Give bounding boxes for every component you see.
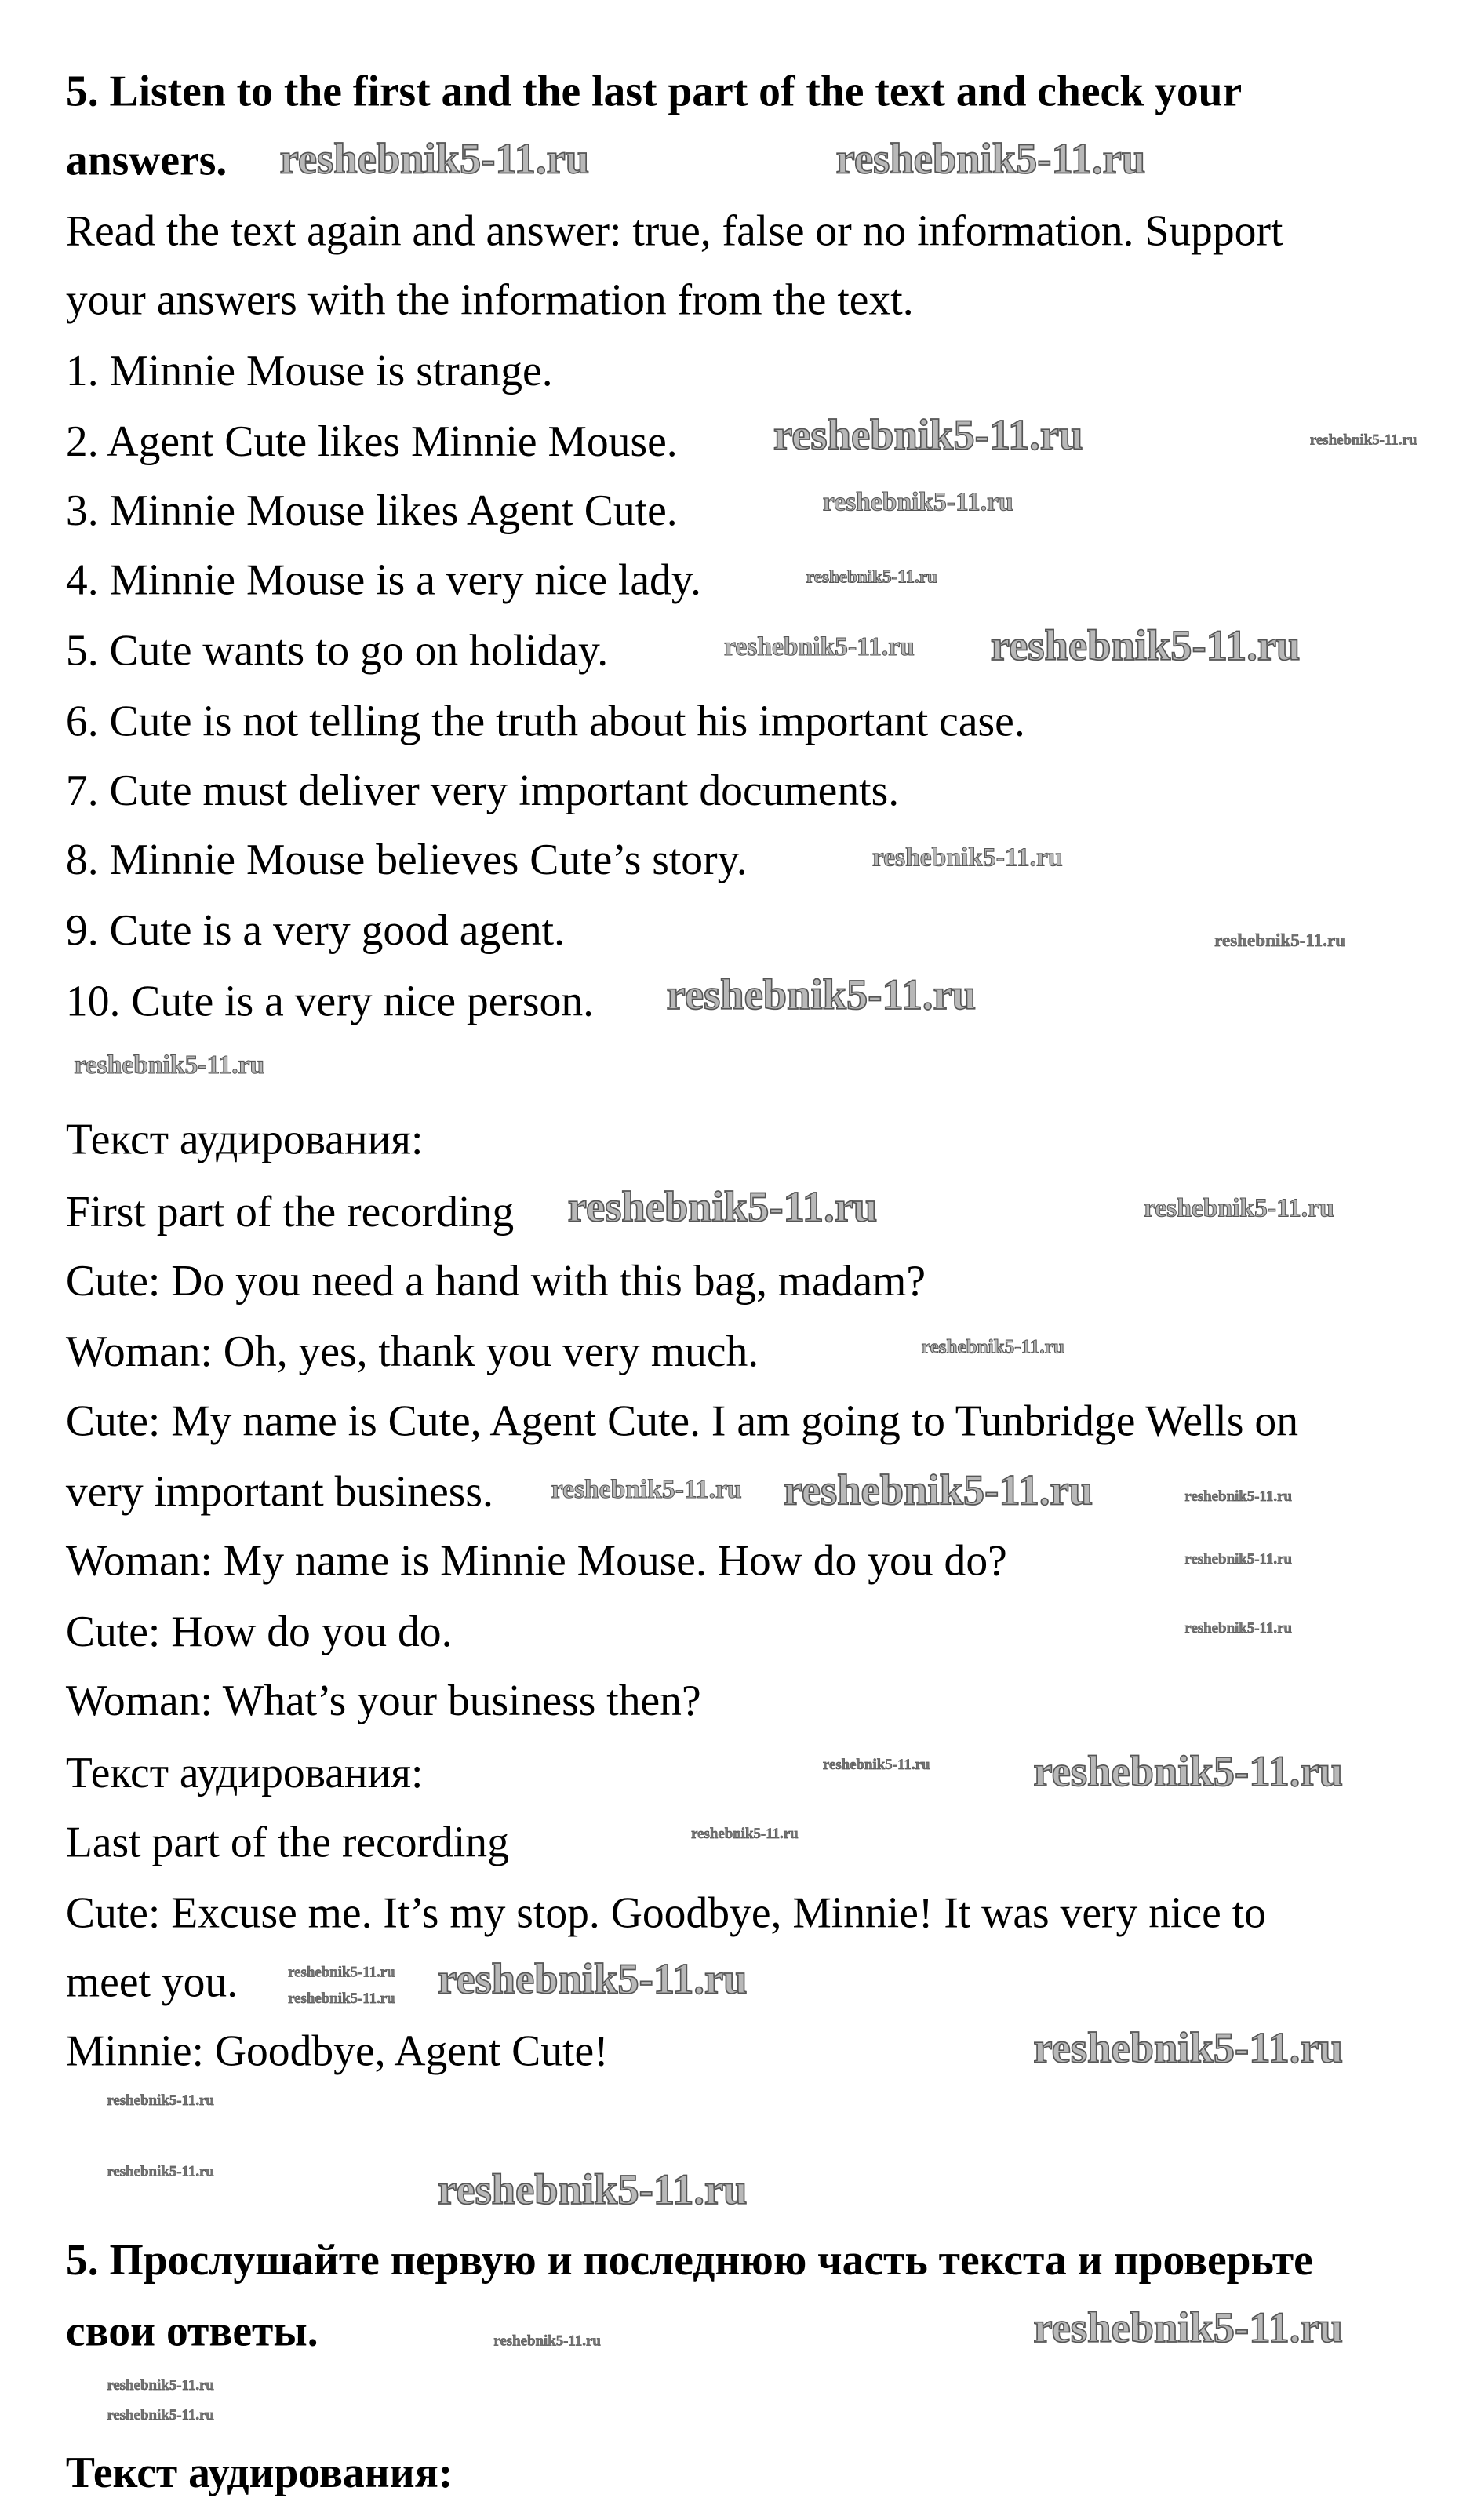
watermark: reshebnik5-11.ru — [822, 1756, 930, 1773]
watermark: reshebnik5-11.ru — [871, 844, 1063, 872]
instruction-line1: Read the text again and answer: true, false or no information. Support — [65, 206, 1283, 256]
dialogue-line: meet you. — [65, 1957, 238, 2007]
dialogue-line: Minnie: Goodbye, Agent Cute! — [65, 2026, 609, 2076]
watermark: reshebnik5-11.ru — [691, 1825, 799, 1842]
transcript-title: Текст аудирования: — [65, 1747, 424, 1797]
ru-task-heading-line1: 5. Прослушайте первую и последнюю часть текста и проверьте — [65, 2234, 1313, 2285]
statement: 8. Minnie Mouse believes Cute’s story. — [65, 834, 748, 884]
watermark: reshebnik5-11.ru — [1184, 1550, 1293, 1568]
watermark: reshebnik5-11.ru — [493, 2332, 601, 2349]
transcript-title: Текст аудирования: — [65, 1114, 424, 1164]
watermark: reshebnik5-11.ru — [567, 1183, 878, 1232]
watermark: reshebnik5-11.ru — [835, 135, 1146, 183]
watermark: reshebnik5-11.ru — [822, 489, 1013, 517]
dialogue-line: Woman: What’s your business then? — [65, 1675, 701, 1725]
dialogue-line: Cute: Do you need a hand with this bag, madam? — [65, 1255, 926, 1306]
part1-label: First part of the recording — [65, 1186, 515, 1236]
dialogue-line: very important business. — [65, 1466, 493, 1517]
watermark: reshebnik5-11.ru — [107, 2376, 214, 2394]
watermark: reshebnik5-11.ru — [279, 135, 590, 183]
watermark: reshebnik5-11.ru — [107, 2092, 214, 2109]
statement: 10. Cute is a very nice person. — [65, 975, 595, 1025]
watermark: reshebnik5-11.ru — [288, 1963, 395, 1980]
watermark: reshebnik5-11.ru — [921, 1335, 1064, 1358]
watermark: reshebnik5-11.ru — [438, 2165, 748, 2214]
part2-label: Last part of the recording — [65, 1816, 509, 1866]
statement: 9. Cute is a very good agent. — [65, 905, 566, 955]
watermark: reshebnik5-11.ru — [74, 1051, 265, 1080]
task-heading-line1: 5. Listen to the first and the last part of the text and check your — [65, 65, 1243, 115]
watermark: reshebnik5-11.ru — [107, 2405, 214, 2423]
watermark: reshebnik5-11.ru — [438, 1955, 748, 2004]
watermark: reshebnik5-11.ru — [1033, 2303, 1343, 2352]
watermark: reshebnik5-11.ru — [1214, 931, 1346, 952]
instruction-line2: your answers with the information from the text. — [65, 275, 914, 325]
statement: 4. Minnie Mouse is a very nice lady. — [65, 554, 701, 604]
dialogue-line: Cute: How do you do. — [65, 1606, 453, 1656]
dialogue-line: Woman: Oh, yes, thank you very much. — [65, 1326, 759, 1376]
watermark: reshebnik5-11.ru — [724, 633, 915, 662]
ru-transcript-title: Текст аудирования: — [65, 2447, 453, 2497]
watermark: reshebnik5-11.ru — [1033, 2024, 1343, 2073]
watermark: reshebnik5-11.ru — [288, 1990, 395, 2007]
ru-task-heading-line2: свои ответы. — [65, 2306, 318, 2355]
statement: 1. Minnie Mouse is strange. — [65, 345, 553, 395]
dialogue-line: Cute: My name is Cute, Agent Cute. I am going to Tunbridge Wells on — [65, 1395, 1299, 1445]
watermark: reshebnik5-11.ru — [107, 2162, 214, 2180]
watermark: reshebnik5-11.ru — [1184, 1488, 1293, 1505]
watermark: reshebnik5-11.ru — [990, 621, 1301, 670]
dialogue-line: Woman: My name is Minnie Mouse. How do you do? — [65, 1535, 1007, 1586]
dialogue-line: Cute: Excuse me. It’s my stop. Goodbye, Minnie! It was very nice to — [65, 1888, 1266, 1938]
watermark: reshebnik5-11.ru — [806, 567, 937, 588]
statement: 5. Cute wants to go on holiday. — [65, 625, 609, 676]
watermark: reshebnik5-11.ru — [666, 970, 977, 1019]
task-heading-line2: answers. — [65, 135, 227, 184]
statement: 3. Minnie Mouse likes Agent Cute. — [65, 485, 678, 535]
watermark: reshebnik5-11.ru — [1309, 431, 1417, 448]
watermark: reshebnik5-11.ru — [783, 1466, 1093, 1514]
statement: 6. Cute is not telling the truth about his important case. — [65, 696, 1025, 746]
watermark: reshebnik5-11.ru — [1033, 1747, 1343, 1796]
statement: 7. Cute must deliver very important documents. — [65, 765, 900, 815]
statement: 2. Agent Cute likes Minnie Mouse. — [65, 416, 678, 466]
watermark: reshebnik5-11.ru — [1184, 1619, 1293, 1637]
watermark: reshebnik5-11.ru — [773, 411, 1083, 460]
watermark: reshebnik5-11.ru — [551, 1476, 742, 1505]
watermark: reshebnik5-11.ru — [1143, 1195, 1334, 1223]
